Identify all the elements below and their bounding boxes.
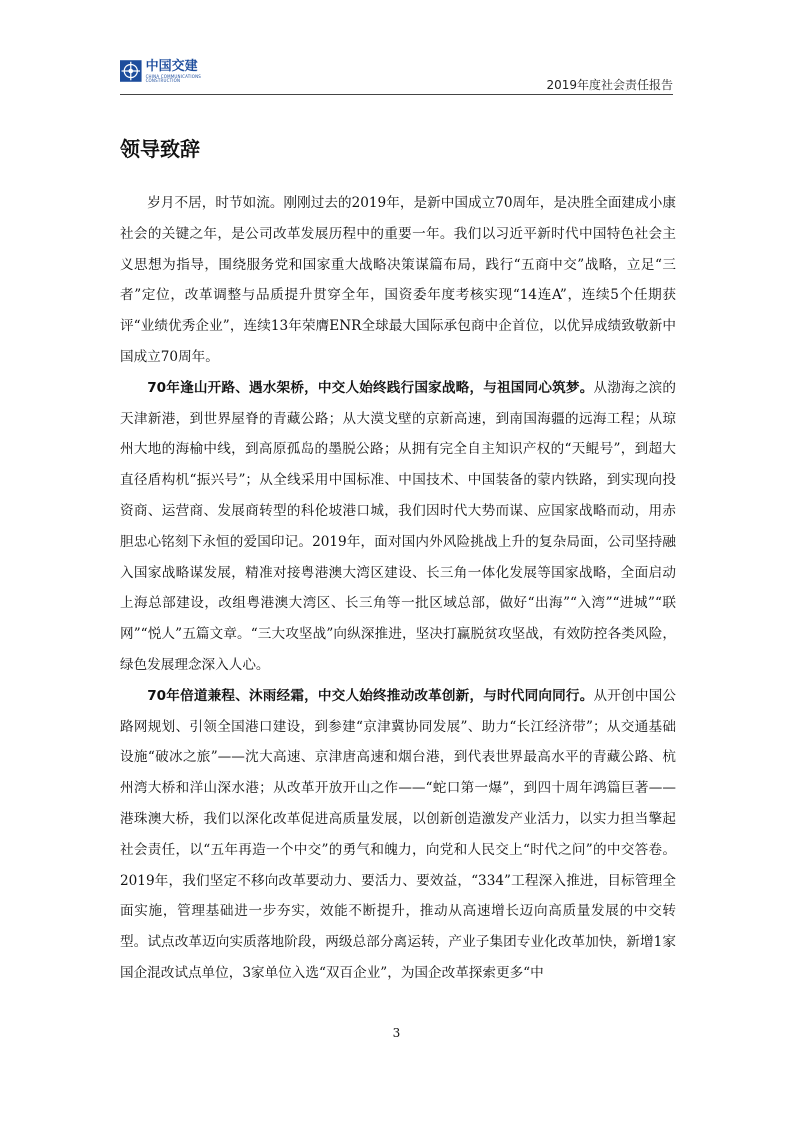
company-logo — [120, 50, 216, 92]
paragraph-text: 从开创中国公路网规划、引领全国港口建设，到参建“京津冀协同发展”、助力“长江经济带”；从交通基础设施“破冰之旅”——沈大高速、京津唐高速和烟台港，到代表世界最高水平的青藏公路、杭州湾大桥和洋山深水港；从改革开放开山之作——“蛇口第一爆”，到四十周年鸿篇巨著——港珠澳大桥，我们以深化改革促进高质量发展，以创新创造激发产业活力，以实力担当擎起社会责任，以“五年再造一个中交”的勇气和魄力，向党和人民交上“时代之问”的中交答卷。2019年，我们坚定不移向改革要动力、要活力、要效益，“334”工程深入推进，目标管理全面实施，管理基础进一步夯实，效能不断提升，推动从高速增长迈向高质量发展的中交转型。试点改革迈向实质落地阶段，两级总部分离运转，产业子集团专业化改革加快，新增1家国企混改试点单位，3家单位入选“双百企业”，为国企改革探索更多“中 — [120, 687, 676, 981]
page-number: 3 — [392, 1026, 401, 1040]
header-divider — [120, 94, 673, 95]
page-title: 领导致辞 — [120, 137, 200, 161]
paragraph-intro — [120, 188, 676, 373]
logo-english-name: CHINA COMMUNICATIONS CONSTRUCTION — [145, 73, 202, 83]
paragraph-national-strategy — [120, 373, 676, 681]
letter-body — [120, 188, 676, 989]
paragraph-lead: 70年倍道兼程、沐雨经霜，中交人始终推动改革创新，与时代同向同行。 — [147, 687, 594, 704]
company-emblem-icon — [120, 57, 142, 85]
report-title: 2019年度社会责任报告 — [546, 78, 673, 92]
paragraph-reform-innovation — [120, 681, 676, 989]
paragraph-lead: 70年逢山开路、遇水架桥，中交人始终践行国家战略，与祖国同心筑梦。 — [147, 379, 594, 396]
paragraph-text: 从渤海之滨的天津新港，到世界屋脊的青藏公路；从大漠戈壁的京新高速，到南国海疆的远海工程；从琼州大地的海榆中线，到高原孤岛的墨脱公路；从拥有完全自主知识产权的“天鲲号”，到超大直径盾构机“振兴号”；从全线采用中国标准、中国技术、中国装备的蒙内铁路，到实现向投资商、运营商、发展商转型的科伦坡港口城，我们因时代大势而谋、应国家战略而动，用赤胆忠心铭刻下永恒的爱国印记。2019年，面对国内外风险挑战上升的复杂局面，公司坚持融入国家战略谋发展，精准对接粤港澳大湾区建设、长三角一体化发展等国家战略，全面启动上海总部建设，改组粤港澳大湾区、长三角等一批区域总部，做好“出海”“入湾”“进城”“联网”“悦人”五篇文章。“三大攻坚战”向纵深推进，坚决打赢脱贫攻坚战，有效防控各类风险，绿色发展理念深入人心。 — [120, 379, 676, 673]
paragraph-text: 岁月不居，时节如流。刚刚过去的2019年，是新中国成立70周年，是决胜全面建成小康社会的关键之年，是公司改革发展历程中的重要一年。我们以习近平新时代中国特色社会主义思想为指导，围绕服务党和国家重大战略决策谋篇布局，践行“五商中交”战略，立足“三者”定位，改革调整与品质提升贯穿全年，国资委年度考核实现“14连A”，连续5个任期获评“业绩优秀企业”，连续13年荣膺ENR全球最大国际承包商中企首位，以优异成绩致敬新中国成立70周年。 — [120, 195, 676, 365]
logo-chinese-name: 中国交建 — [145, 58, 198, 74]
